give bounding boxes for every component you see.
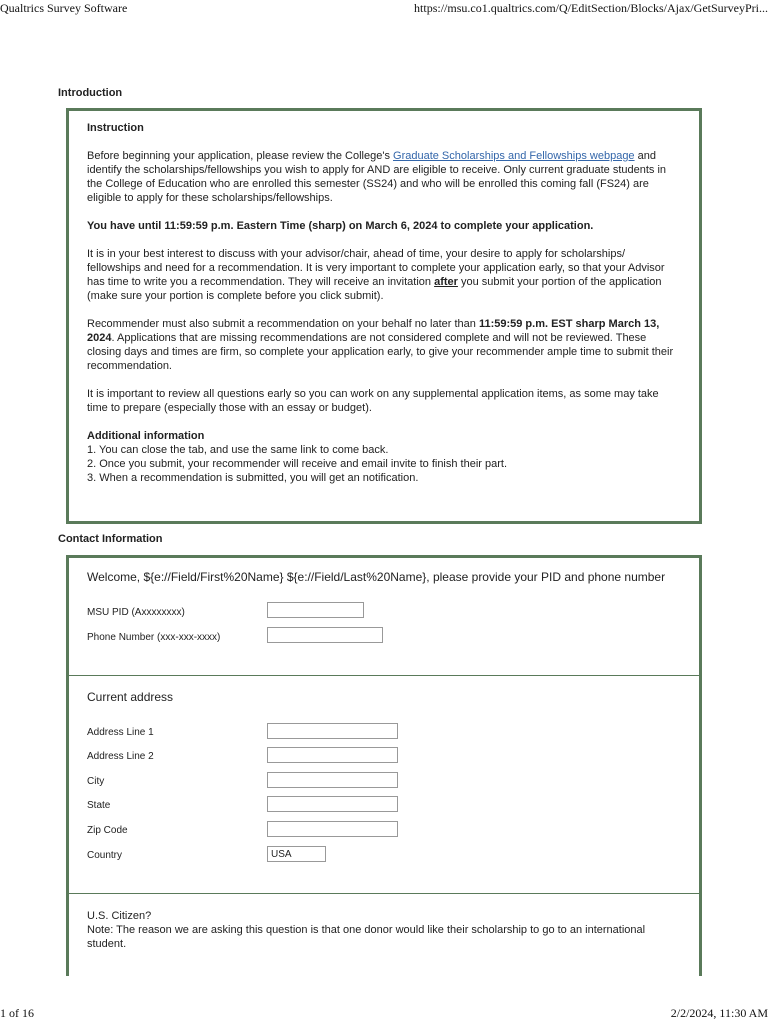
block-title-contact-information: Contact Information bbox=[58, 533, 163, 545]
city-input[interactable] bbox=[267, 772, 398, 788]
intro-paragraph-5: It is important to review all questions early so you can work on any supplemental application items, as some may take time to prepare (especially those with an essay or budget). bbox=[87, 388, 659, 414]
print-datetime: 2/2/2024, 11:30 AM bbox=[670, 1006, 768, 1020]
additional-info bbox=[87, 429, 681, 485]
zip-code-input[interactable] bbox=[267, 821, 398, 837]
address-question-box bbox=[66, 676, 702, 896]
us-citizen-question-text: U.S. Citizen? bbox=[87, 910, 152, 922]
page-number: 1 of 16 bbox=[0, 1006, 34, 1020]
pid-phone-question-box bbox=[66, 555, 702, 679]
country-label: Country bbox=[87, 850, 123, 861]
list-item: 3. When a recommendation is submitted, you will get an notification. bbox=[87, 472, 419, 484]
deadline-notice: You have until 11:59:59 p.m. Eastern Time (sharp) on March 6, 2024 to complete your application. bbox=[87, 220, 594, 232]
state-label: State bbox=[87, 800, 111, 811]
list-item: 2. Once you submit, your recommender will receive and email invite to finish their part. bbox=[87, 458, 508, 470]
us-citizen-note: Note: The reason we are asking this question is that one donor would like their scholarship to go to an international student. bbox=[87, 924, 646, 950]
intro-paragraph-4: Recommender must also submit a recommendation on your behalf no later than 11:59:59 p.m. EST sharp March 13, 2024. Applications that are missing recommendations are not considered complete and will not be reviewed. These closing days and times are firm, so complete your application early, to give your recommender ample time to submit their recommendation. bbox=[87, 318, 674, 372]
zip-code-label: Zip Code bbox=[87, 825, 128, 836]
pid-phone-question-text: Welcome, ${e://Field/First%20Name} ${e://Field/Last%20Name}, please provide your PID and phone number bbox=[87, 570, 666, 584]
pid-input[interactable] bbox=[267, 602, 364, 618]
print-header-url: https://msu.co1.qualtrics.com/Q/EditSection/Blocks/Ajax/GetSurveyPri... bbox=[414, 1, 768, 15]
print-header-title: Qualtrics Survey Software bbox=[0, 1, 128, 15]
intro-paragraph-1: Before beginning your application, please review the College's Graduate Scholarships and Fellowships webpage and identify the scholarships/fellowships you wish to apply for AND are eligible to receive. Only current graduate students in the College of Education who are enrolled this semester (SS24) and who will be enrolled this coming fall (FS24) are eligible to apply for these scholarships/fellowships. bbox=[87, 150, 667, 204]
us-citizen-question bbox=[87, 909, 647, 951]
address-question-text: Current address bbox=[87, 690, 174, 704]
intro-paragraph-3: It is in your best interest to discuss with your advisor/chair, ahead of time, your desire to apply for scholarships/ fellowships and need for a recommendation. It is very important to complete your application early, so that your Advisor has time to write you a recommendation. They will receive an invitation after you submit your portion of the application (make sure your portion is complete before you click submit). bbox=[87, 248, 665, 302]
address-line-2-input[interactable] bbox=[267, 747, 398, 763]
phone-label: Phone Number (xxx-xxx-xxxx) bbox=[87, 632, 221, 643]
scholarships-webpage-link[interactable]: Graduate Scholarships and Fellowships webpage bbox=[393, 150, 635, 162]
address-line-1-label: Address Line 1 bbox=[87, 727, 154, 738]
state-input[interactable] bbox=[267, 796, 398, 812]
pid-label: MSU PID (Axxxxxxxx) bbox=[87, 607, 185, 618]
instruction-question-box bbox=[66, 108, 702, 524]
phone-input[interactable] bbox=[267, 627, 383, 643]
print-footer bbox=[0, 1006, 770, 1024]
list-item: 1. You can close the tab, and use the same link to come back. bbox=[87, 444, 389, 456]
print-header bbox=[0, 0, 770, 18]
country-input[interactable] bbox=[267, 846, 326, 862]
city-label: City bbox=[87, 776, 105, 787]
address-line-2-label: Address Line 2 bbox=[87, 751, 154, 762]
instruction-heading: Instruction bbox=[87, 122, 144, 134]
us-citizen-question-box bbox=[66, 894, 702, 976]
additional-info-heading: Additional information bbox=[87, 430, 205, 442]
block-title-introduction: Introduction bbox=[58, 87, 123, 99]
address-line-1-input[interactable] bbox=[267, 723, 398, 739]
